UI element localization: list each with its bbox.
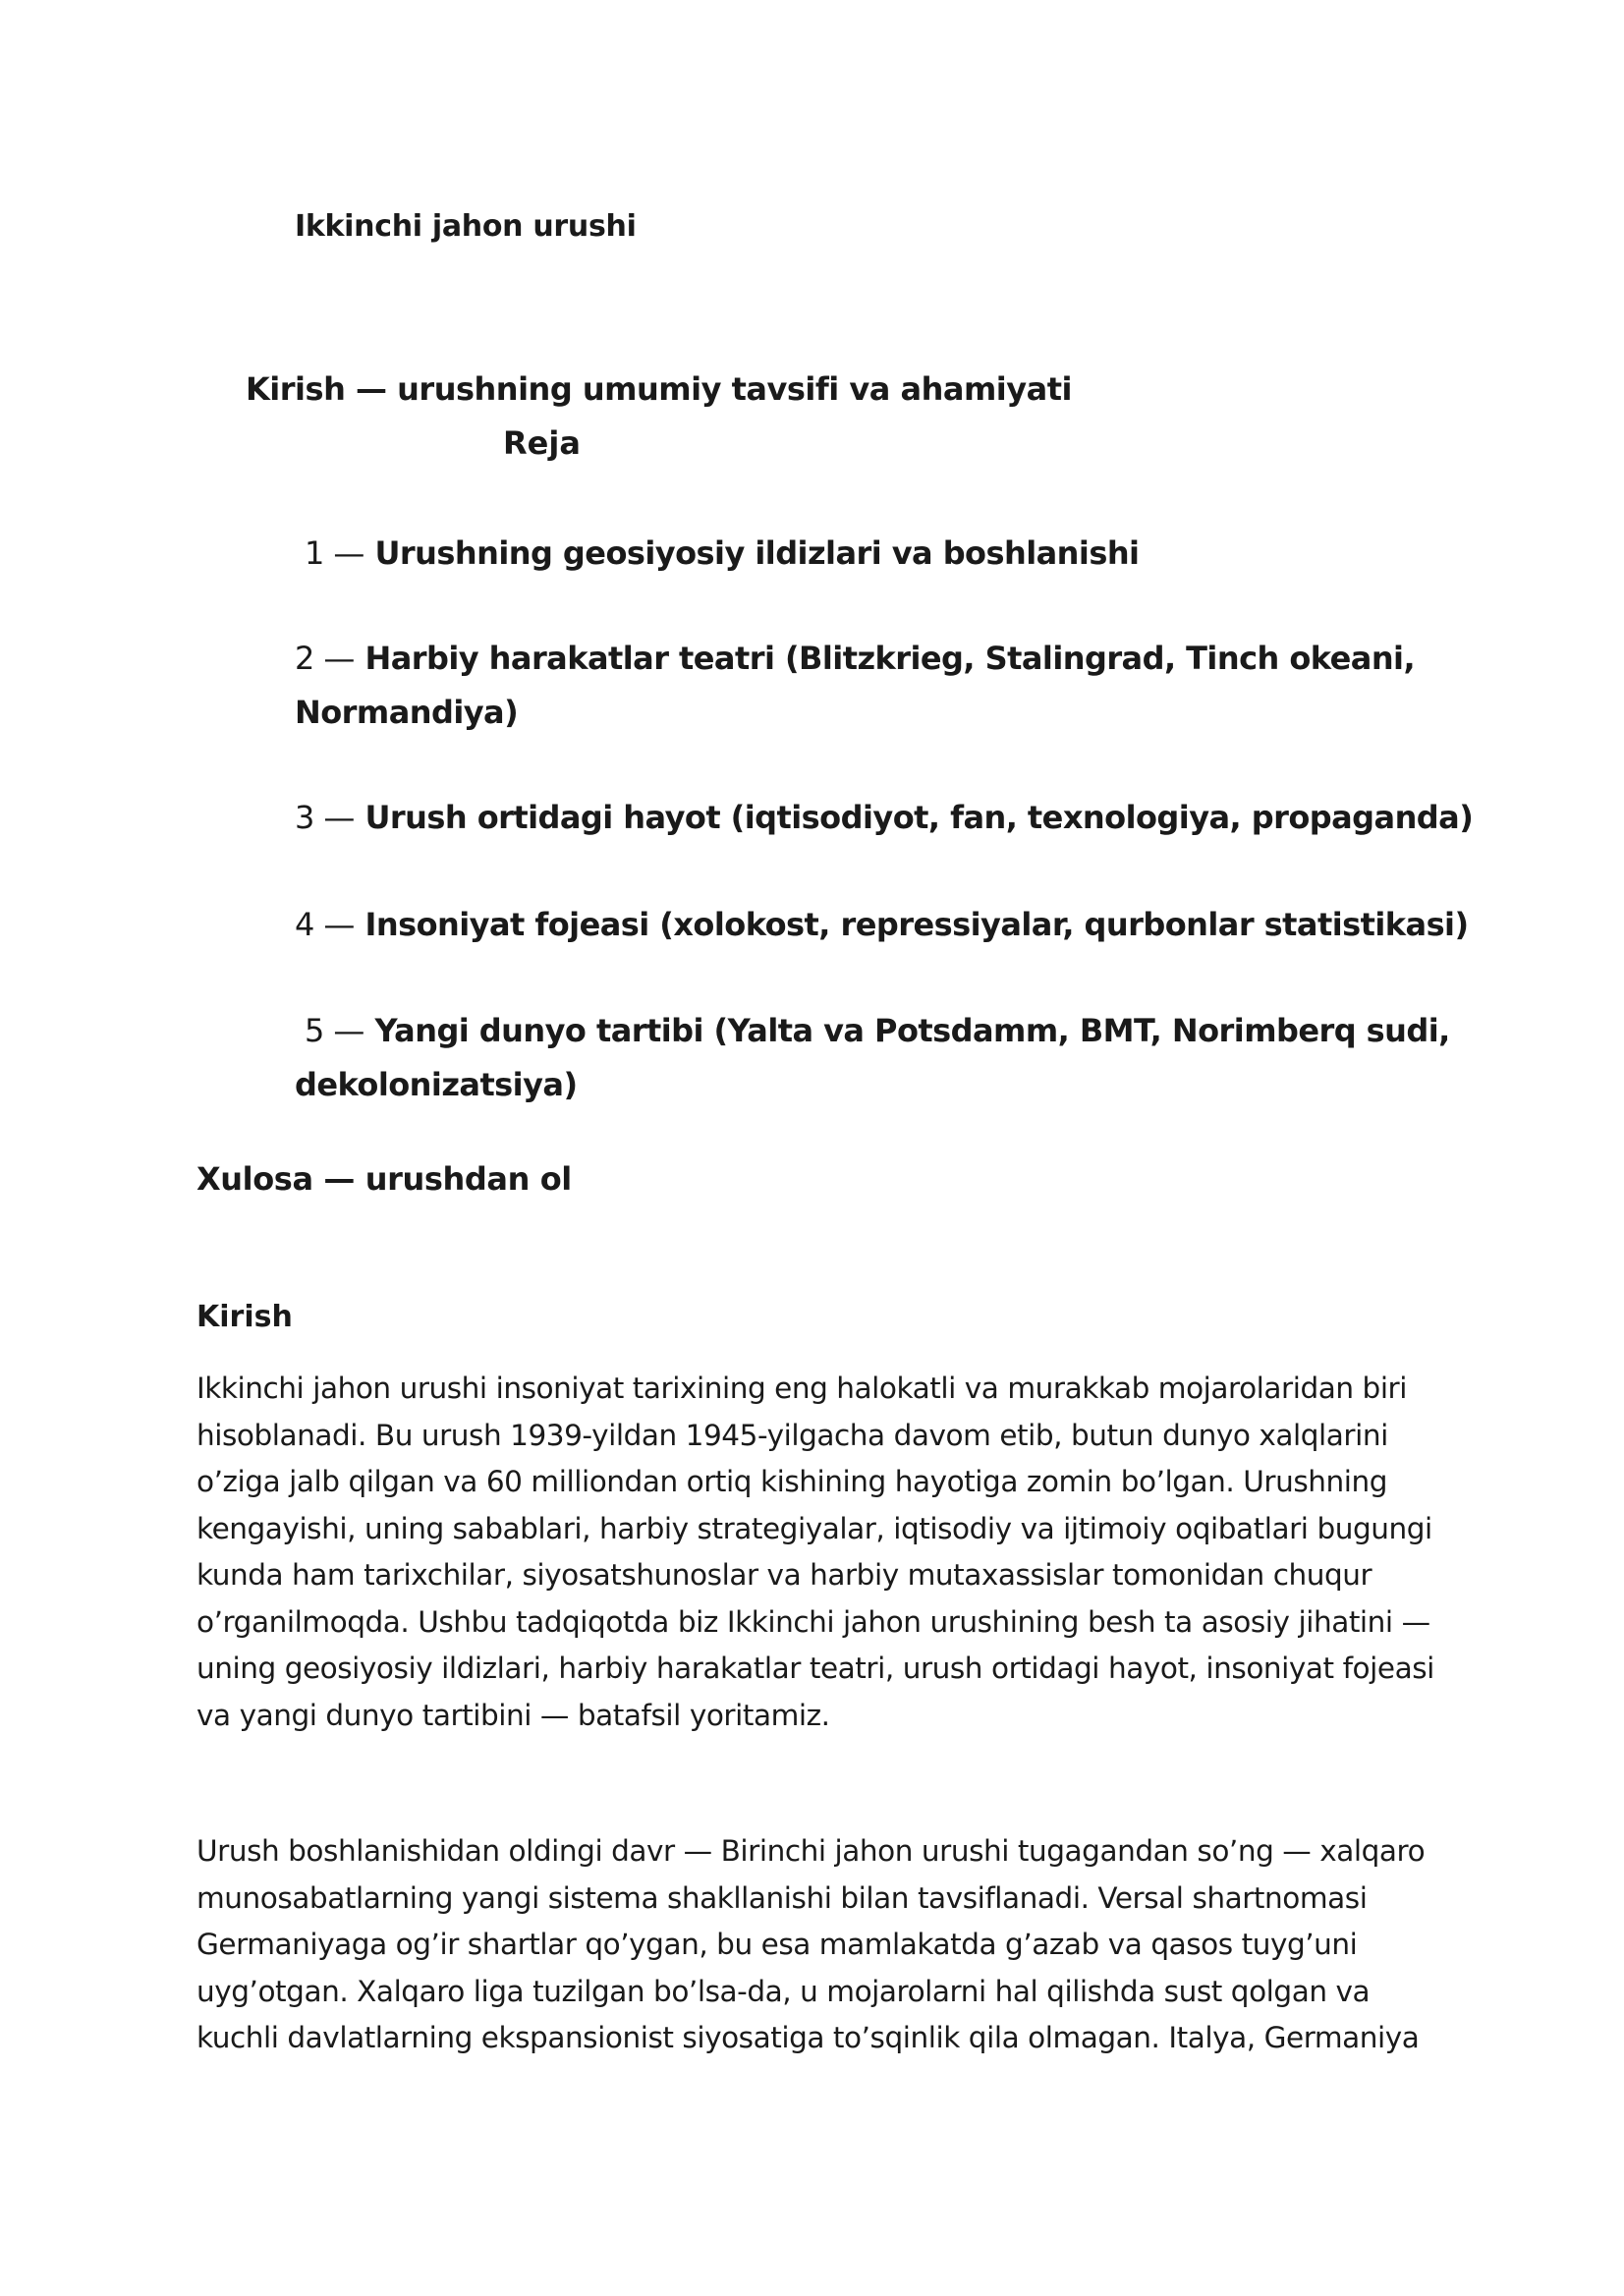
plan-item-1 [305, 527, 1139, 581]
plan-item-number: 4 — [295, 906, 355, 943]
paragraph-line: Urush boshlanishidan oldingi davr — Birinchi jahon urushi tugagandan so’ng — xalqaro [196, 1834, 1426, 1868]
plan-item-text: Urush ortidagi hayot (iqtisodiyot, fan, texnologiya, propaganda) [354, 799, 1474, 836]
plan-item-text: Yangi dunyo tartibi (Yalta va Potsdamm, BMT, Norimberq sudi, [364, 1012, 1450, 1049]
plan-item-5 [305, 1004, 1450, 1058]
plan-item-number: 1 — [305, 534, 364, 572]
paragraph-line: kengayishi, uning sabablari, harbiy strategiyalar, iqtisodiy va ijtimoiy oqibatlari bugungi [196, 1511, 1432, 1545]
plan-item-3 [295, 791, 1473, 845]
paragraph-line: va yangi dunyo tartibini — batafsil yoritamiz. [196, 1698, 830, 1732]
plan-item-text: Urushning geosiyosiy ildizlari va boshlanishi [364, 534, 1140, 572]
paragraph-line: hisoblanadi. Bu urush 1939-yildan 1945-yilgacha davom etib, butun dunyo xalqlarini [196, 1418, 1388, 1452]
paragraph-line: uyg’otgan. Xalqaro liga tuzilgan bo’lsa-da, u mojarolarni hal qilishda sust qolgan va [196, 1974, 1371, 2008]
plan-item-text: Harbiy harakatlar teatri (Blitzkrieg, Stalingrad, Tinch okeani, [354, 640, 1416, 677]
plan-item-2 [295, 632, 1415, 686]
plan-item-number: 2 — [295, 640, 355, 677]
paragraph-line: Germaniyaga og’ir shartlar qo’ygan, bu esa mamlakatda g’azab va qasos tuyg’uni [196, 1928, 1358, 1961]
paragraph-line: kunda ham tarixchilar, siyosatshunoslar va harbiy mutaxassislar tomonidan chuqur [196, 1558, 1372, 1592]
paragraph-line: uning geosiyosiy ildizlari, harbiy harakatlar teatri, urush ortidagi hayot, insoniyat fojeasi [196, 1652, 1434, 1685]
plan-item-5-continuation: dekolonizatsiya) [295, 1066, 578, 1103]
intro-paragraph [196, 1366, 1444, 1739]
intro-heading: Kirish — urushning umumiy tavsifi va ahamiyati [246, 370, 1072, 408]
conclusion-heading: Xulosa — urushdan ol [196, 1160, 572, 1198]
background-paragraph [196, 1828, 1444, 2062]
plan-item-number: 5 — [305, 1012, 364, 1049]
paragraph-line: o’ziga jalb qilgan va 60 milliondan ortiq kishining hayotiga zomin bo’lgan. Urushning [196, 1465, 1388, 1498]
plan-item-4 [295, 898, 1469, 952]
plan-item-number: 3 — [295, 799, 355, 836]
paragraph-line: kuchli davlatlarning ekspansionist siyosatiga to’sqinlik qila olmagan. Italya, Germaniya [196, 2021, 1420, 2054]
plan-heading: Reja [503, 424, 581, 462]
document-title: Ikkinchi jahon urushi [295, 209, 637, 244]
paragraph-line: munosabatlarning yangi sistema shakllanishi bilan tavsiflanadi. Versal shartnomasi [196, 1880, 1368, 1915]
plan-item-text: Insoniyat fojeasi (xolokost, repressiyalar, qurbonlar statistikasi) [354, 906, 1469, 943]
section-heading: Kirish [196, 1300, 293, 1334]
plan-item-2-continuation: Normandiya) [295, 694, 519, 731]
paragraph-line: o’rganilmoqda. Ushbu tadqiqotda biz Ikkinchi jahon urushining besh ta asosiy jihatini — [196, 1604, 1430, 1639]
paragraph-line: Ikkinchi jahon urushi insoniyat tarixining eng halokatli va murakkab mojarolaridan biri [196, 1372, 1407, 1405]
